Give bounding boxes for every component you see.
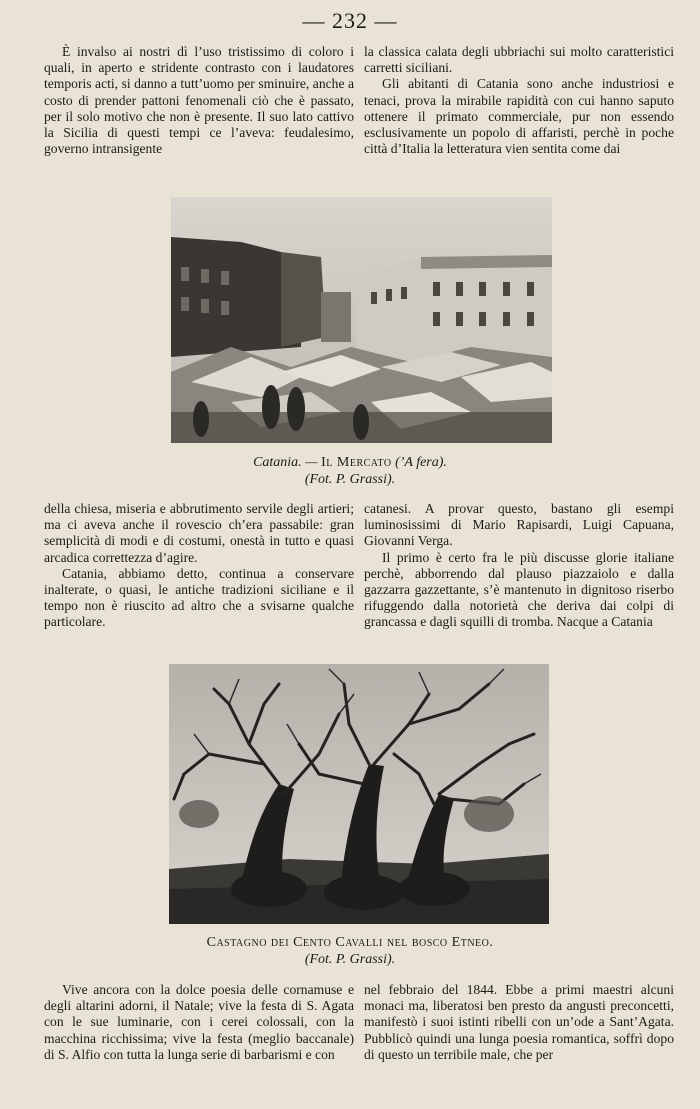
column-left [44, 44, 354, 157]
photo-credit: (Fot. P. Grassi). [304, 952, 396, 967]
column-left [44, 982, 354, 1063]
paragraph: È invalso ai nostri dì l’uso tristissimo di coloro i quali, in aperto e stridente contrasto con i laudatores temporis acti, si danno a tutt’uomo per sminuire, anche a costo di prender pattoni fenomenali ciò che è passato, per il solo motivo che non è presente. Il suo lato cattivo la Sicilia di questi tempi ce l’aveva: feudalesimo, governo intransigente [44, 44, 354, 157]
caption-place: Catania. — [253, 455, 318, 470]
text-block-middle [44, 501, 674, 631]
column-right [364, 501, 674, 631]
caption-title: Il Mercato [321, 455, 392, 470]
market-credit [0, 471, 700, 488]
column-left [44, 501, 354, 631]
paragraph: Il primo è certo fra le più discusse glorie italiane perchè, abborrendo dal plauso piazzaiolo e dalla gazzarra gazzettante, s’è mantenuto in dignitoso riserbo rifuggendo dalla notorietà che deriva dai colpi di grancassa e dagli squilli di tromba. Nacque a Catania [364, 549, 674, 630]
text-block-top [44, 44, 674, 157]
paragraph: Gli abitanti di Catania sono anche industriosi e tenaci, prova la mirabile rapidità con cui hanno saputo ottenere il primato commerciale, pur non essendo esclusivamente un popolo di affaristi, perchè in poche città d’Italia la letteratura vien sentita come dai [364, 76, 674, 157]
paragraph: nel febbraio del 1844. Ebbe a primi maestri alcuni monaci ma, liberatosi ben presto da angusti preconcetti, manifestò i suoi istinti ribelli con un’ode a Sant’Agata. Pubblicò quindi una lunga poesia romantica, soffrì dopo di questo un terribile male, che per [364, 982, 674, 1062]
column-right [364, 44, 674, 157]
paragraph: della chiesa, miseria e abbrutimento servile degli artieri; ma ci aveva anche il rovescio ch’era passabile: gran semplicità di modi e di costumi, onestà in tutto e quasi arcadica correttezza d’agire. [44, 501, 354, 565]
paragraph: Vive ancora con la dolce poesia delle cornamuse e degli altarini adorni, il Natale; vive la festa di S. Agata con le sue luminarie, con i cerei colossali, con la macchina ricchissima; vive la festa (meglio baccanale) di S. Alfio con tutta la lunga serie di barbarismi e con [44, 982, 354, 1062]
column-right [364, 982, 674, 1063]
caption-dialect: (’A fera). [395, 455, 447, 470]
caption-title: Castagno dei Cento Cavalli nel bosco Etneo. [206, 935, 494, 950]
market-caption [0, 454, 700, 471]
chestnut-tree-photo [169, 664, 549, 924]
paragraph: la classica calata degli ubbriachi sui molto caratteristici carretti siciliani. [364, 44, 674, 76]
chestnut-caption [0, 934, 700, 951]
paragraph: Catania, abbiamo detto, continua a conservare inalterate, o quasi, le antiche tradizioni siciliane e il tempo non è riuscito ad altro che a svisarne qualche particolare. [44, 565, 354, 630]
market-photo [171, 197, 552, 443]
page-number: — 232 — [302, 8, 398, 33]
chestnut-credit [0, 951, 700, 968]
paragraph: catanesi. A provar questo, bastano gli esempi luminosissimi di Mario Rapisardi, Luigi Capuana, Giovanni Verga. [364, 501, 674, 549]
text-block-bottom [44, 982, 674, 1063]
photo-credit: (Fot. P. Grassi). [304, 472, 396, 487]
